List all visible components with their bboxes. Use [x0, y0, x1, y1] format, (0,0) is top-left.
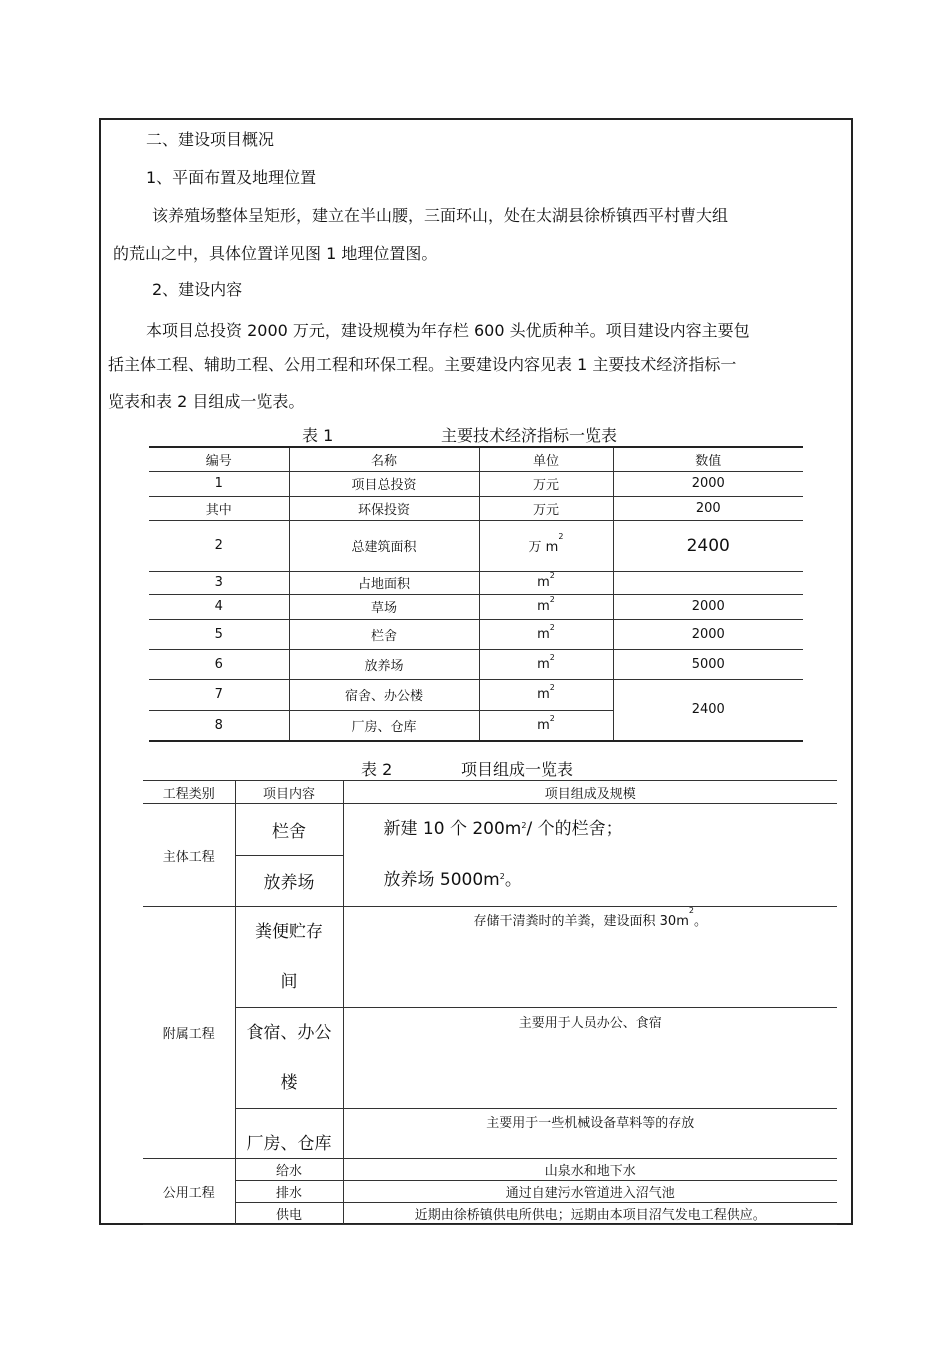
main-description: [343, 804, 837, 907]
table-row: [143, 804, 837, 856]
table-row: [143, 1203, 837, 1225]
header-value: 数值: [613, 447, 803, 471]
unit-superscript: 2: [549, 683, 555, 692]
header-category: 工程类别: [143, 781, 235, 804]
cell-name: 放养场: [289, 649, 479, 679]
cell-unit: [479, 710, 613, 741]
cell-name: 占地面积: [289, 571, 479, 594]
subheading-content: 2、建设内容: [152, 280, 243, 299]
cell-number: 4: [149, 594, 289, 619]
item-name-line2: 楼: [280, 1073, 298, 1093]
item-description: [343, 907, 837, 1008]
cell-unit: [479, 520, 613, 571]
table1-caption-title: 主要技术经济指标一览表: [441, 426, 618, 445]
subheading-layout: 1、平面布置及地理位置: [146, 168, 317, 187]
desc-text: 。: [693, 914, 707, 929]
paragraph-content-line2: 括主体工程、辅助工程、公用工程和环保工程。主要建设内容见表 1 主要技术经济指标一: [108, 355, 737, 374]
table-row: [143, 907, 837, 1008]
unit-superscript: 2: [549, 571, 555, 580]
cell-number: 3: [149, 571, 289, 594]
desc-text: 新建 10 个 200m: [383, 819, 522, 839]
cell-value: 2400: [613, 520, 803, 571]
unit-text: m: [537, 626, 550, 642]
cell-value: 5000: [613, 649, 803, 679]
cell-unit: [479, 619, 613, 649]
paragraph-content-line3: 览表和表 2 目组成一览表。: [108, 392, 305, 411]
unit-text: 万 m: [528, 540, 559, 555]
cell-number: 7: [149, 679, 289, 710]
cell-name: 总建筑面积: [289, 520, 479, 571]
item-name-line1: 食宿、办公: [246, 1023, 332, 1043]
unit-superscript: 2: [549, 622, 555, 632]
header-name: 名称: [289, 447, 479, 471]
cell-unit: 万元: [479, 496, 613, 520]
unit-text: m: [537, 575, 550, 590]
item-description: 近期由徐桥镇供电所供电；远期由本项目沼气发电工程供应。: [343, 1203, 837, 1225]
main-desc-line2: [384, 855, 838, 906]
table-row: [149, 679, 803, 710]
item-name: 栏舍: [235, 804, 343, 856]
item-name: 供电: [235, 1203, 343, 1225]
table2-caption-title: 项目组成一览表: [461, 760, 574, 779]
table-row: [143, 1008, 837, 1109]
cell-unit: 万元: [479, 471, 613, 496]
unit-superscript: 2: [558, 532, 564, 541]
item-name: [235, 907, 343, 1008]
item-name: 给水: [235, 1159, 343, 1181]
table-header-row: [143, 781, 837, 804]
cell-unit: [479, 679, 613, 710]
item-name: [235, 1008, 343, 1109]
desc-text: 放养场 5000m: [383, 870, 500, 890]
table-row: [149, 571, 803, 594]
table-technical-indicators: [149, 446, 803, 742]
cell-name: 草场: [289, 594, 479, 619]
cell-unit: [479, 594, 613, 619]
header-item: 项目内容: [235, 781, 343, 804]
cell-number: 2: [149, 520, 289, 571]
table-row: [149, 471, 803, 496]
unit-text: m: [537, 656, 550, 672]
unit-superscript: 2: [688, 906, 694, 915]
header-unit: 单位: [479, 447, 613, 471]
cell-unit: [479, 649, 613, 679]
paragraph-content-line1: 本项目总投资 2000 万元，建设规模为年存栏 600 头优质种羊。项目建设内容主要包: [146, 321, 750, 340]
desc-text: 。: [504, 870, 522, 890]
item-name-line2: 间: [280, 972, 298, 992]
item-description: 通过自建污水管道进入沼气池: [343, 1181, 837, 1203]
item-description: 主要用于人员办公、食宿: [343, 1008, 837, 1109]
unit-superscript: 2: [549, 713, 555, 723]
cell-name: 厂房、仓库: [289, 710, 479, 741]
table-row: [143, 1109, 837, 1159]
desc-text: / 个的栏舍；: [526, 819, 623, 839]
table-row: [149, 496, 803, 520]
cell-number: 5: [149, 619, 289, 649]
category-main: 主体工程: [143, 804, 235, 907]
cell-unit: [479, 571, 613, 594]
unit-superscript: 2: [549, 652, 555, 662]
table-row: [143, 1181, 837, 1203]
paragraph-location-line1: 该养殖场整体呈矩形，建立在半山腰，三面环山，处在太湖县徐桥镇西平村曹大组: [152, 206, 729, 225]
section-heading: 二、建设项目概况: [146, 130, 275, 149]
cell-name: 栏舍: [289, 619, 479, 649]
cell-name: 环保投资: [289, 496, 479, 520]
cell-name: 项目总投资: [289, 471, 479, 496]
item-name: 放养场: [235, 855, 343, 907]
desc-text: 存储干清粪时的羊粪，建设面积 30m: [473, 914, 689, 929]
cell-value: 2000: [613, 471, 803, 496]
cell-number: 6: [149, 649, 289, 679]
category-public: 公用工程: [143, 1159, 235, 1225]
cell-value: 2000: [613, 619, 803, 649]
cell-value: [613, 571, 803, 594]
table1-caption-number: 表 1: [302, 426, 334, 445]
cell-value: 2000: [613, 594, 803, 619]
table-row: [149, 619, 803, 649]
table-header-row: [149, 447, 803, 471]
unit-text: m: [537, 687, 550, 702]
cell-value: 200: [613, 496, 803, 520]
header-number: 编号: [149, 447, 289, 471]
table-project-composition: [143, 780, 837, 1225]
unit-text: m: [537, 599, 550, 614]
table-row: [143, 1159, 837, 1181]
item-name-line1: 粪便贮存: [255, 922, 323, 942]
cell-number: 8: [149, 710, 289, 741]
cell-number: 其中: [149, 496, 289, 520]
unit-superscript: 2: [521, 821, 527, 830]
item-name: 排水: [235, 1181, 343, 1203]
table2-caption-number: 表 2: [361, 760, 393, 779]
unit-superscript: 2: [549, 595, 555, 604]
table-row: [149, 594, 803, 619]
item-description: 主要用于一些机械设备草料等的存放: [343, 1109, 837, 1159]
category-auxiliary: 附属工程: [143, 907, 235, 1159]
unit-text: m: [537, 717, 550, 733]
item-name: 厂房、仓库: [235, 1109, 343, 1159]
cell-name: 宿舍、办公楼: [289, 679, 479, 710]
item-description: 山泉水和地下水: [343, 1159, 837, 1181]
cell-number: 1: [149, 471, 289, 496]
paragraph-location-line2: 的荒山之中，具体位置详见图 1 地理位置图。: [113, 244, 438, 263]
table-row: [149, 649, 803, 679]
table-row: [149, 520, 803, 571]
unit-superscript: 2: [499, 872, 505, 881]
cell-value-merged: 2400: [613, 679, 803, 741]
main-desc-line1: [384, 804, 838, 855]
header-scale: 项目组成及规模: [343, 781, 837, 804]
